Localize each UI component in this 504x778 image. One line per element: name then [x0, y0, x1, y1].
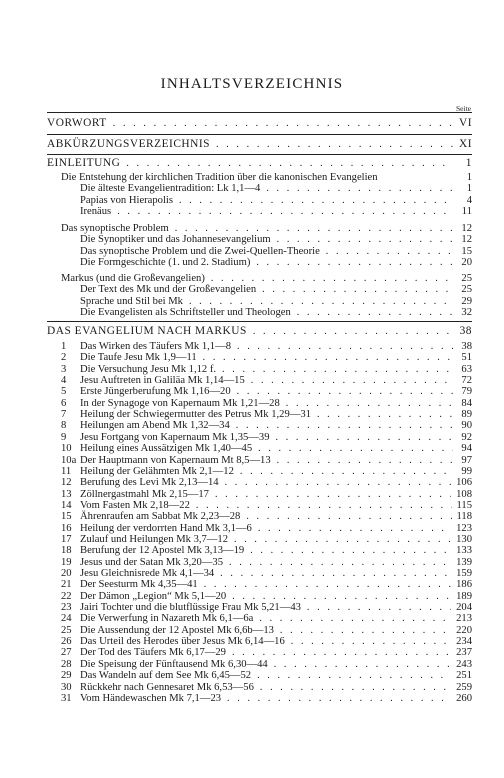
- entry-title: Heilungen am Abend Mk 1,32—34: [80, 420, 230, 431]
- dot-leader: [236, 420, 453, 431]
- entry-title: Jesus und der Satan Mk 3,20—35: [80, 557, 224, 568]
- toc-entry-numbered[interactable]: [61, 523, 472, 534]
- entry-page-number: 186: [456, 579, 472, 590]
- entry-title: Der Dämon „Legion“ Mk 5,1—20: [80, 591, 227, 602]
- dot-leader: [253, 326, 453, 338]
- dot-leader: [196, 500, 452, 511]
- toc-entry-numbered[interactable]: [61, 602, 472, 613]
- toc-entry-numbered[interactable]: [61, 568, 472, 579]
- dot-leader: [126, 158, 453, 170]
- entry-title: Papias von Hierapolis: [80, 195, 173, 206]
- toc-section-abkuerzungsverzeichnis[interactable]: [47, 138, 472, 150]
- entry-number: 7: [61, 409, 67, 420]
- entry-number: 3: [61, 364, 67, 375]
- toc-entry[interactable]: [80, 234, 472, 245]
- entry-page-number: 72: [461, 375, 472, 386]
- toc-entry-numbered[interactable]: [61, 455, 472, 466]
- dot-leader: [237, 341, 453, 352]
- entry-page-number: 159: [456, 568, 472, 579]
- toc-entry[interactable]: [80, 183, 472, 194]
- dot-leader: [179, 195, 453, 206]
- entry-title: Der Seesturm Mk 4,35—41: [80, 579, 198, 590]
- dot-leader: [240, 466, 453, 477]
- entry-page-number: 123: [456, 523, 472, 534]
- toc-entry-numbered[interactable]: [61, 500, 472, 511]
- dot-leader: [291, 636, 451, 647]
- entry-title: ABKÜRZUNGSVERZEICHNIS: [47, 138, 211, 150]
- dot-leader: [220, 568, 451, 579]
- entry-title: Zulauf und Heilungen Mk 3,7—12: [80, 534, 228, 545]
- toc-entry-numbered[interactable]: [61, 420, 472, 431]
- dot-leader: [232, 647, 451, 658]
- dot-leader: [232, 591, 451, 602]
- entry-title: Die Synoptiker und das Johannesevangelium: [80, 234, 271, 245]
- dot-leader: [266, 183, 453, 194]
- toc-entry-numbered[interactable]: [61, 659, 472, 670]
- entry-page-number: 189: [456, 591, 472, 602]
- entry-number: 17: [61, 534, 72, 545]
- entry-page-number: 213: [456, 613, 472, 624]
- dot-leader: [117, 206, 453, 217]
- entry-title: Heilung der verdorrten Hand Mk 3,1—6: [80, 523, 252, 534]
- entry-page-number: 139: [456, 557, 472, 568]
- entry-page-number: 1: [465, 157, 472, 169]
- entry-page-number: 118: [456, 511, 472, 522]
- entry-title: Berufung des Levi Mk 2,13—14: [80, 477, 219, 488]
- entry-title: DAS EVANGELIUM NACH MARKUS: [47, 325, 247, 337]
- toc-entry-numbered[interactable]: [61, 352, 472, 363]
- entry-page-number: 92: [461, 432, 472, 443]
- entry-number: 29: [61, 670, 72, 681]
- entry-page-number: 237: [456, 647, 472, 658]
- page-title: INHALTSVERZEICHNIS: [160, 76, 344, 92]
- dot-leader: [216, 139, 453, 151]
- entry-number: 30: [61, 682, 72, 693]
- toc-entry-numbered[interactable]: [61, 613, 472, 624]
- dot-leader: [237, 386, 453, 397]
- entry-number: 10a: [61, 455, 77, 466]
- entry-page-number: 90: [461, 420, 472, 431]
- dot-leader: [250, 545, 451, 556]
- dot-leader: [317, 409, 453, 420]
- toc-entry[interactable]: [80, 206, 472, 217]
- entry-title: Der Hauptmann von Kapernaum Mt 8,5—13: [80, 455, 271, 466]
- entry-number: 18: [61, 545, 72, 556]
- toc-entry[interactable]: [80, 257, 472, 268]
- dot-leader: [189, 296, 453, 307]
- rule-after-abkuerzungen: [47, 154, 472, 155]
- entry-number: 16: [61, 523, 72, 534]
- entry-number: 10: [61, 443, 72, 454]
- entry-page-number: 115: [456, 500, 472, 511]
- toc-entry[interactable]: [61, 172, 472, 183]
- entry-title: Berufung der 12 Apostel Mk 3,13—19: [80, 545, 245, 556]
- entry-number: 1: [61, 341, 67, 352]
- entry-number: 6: [61, 398, 67, 409]
- entry-number: 19: [61, 557, 72, 568]
- entry-title: Die älteste Evangelientradition: Lk 1,1—4: [80, 183, 261, 194]
- entry-page-number: 94: [461, 443, 472, 454]
- entry-page-number: 133: [456, 545, 472, 556]
- toc-entry[interactable]: [80, 246, 472, 257]
- dot-leader: [234, 534, 451, 545]
- entry-title: Jesu Gleichnisrede Mk 4,1—34: [80, 568, 215, 579]
- entry-title: Das synoptische Problem und die Zwei-Quellen-Theorie: [80, 246, 320, 257]
- dot-leader: [175, 223, 453, 234]
- entry-number: 5: [61, 386, 67, 397]
- entry-page-number: 20: [461, 257, 472, 268]
- dot-leader: [280, 625, 451, 636]
- dot-leader: [257, 670, 451, 681]
- toc-entry-numbered[interactable]: [61, 466, 472, 477]
- dot-leader: [225, 477, 452, 488]
- entry-title: Vom Händewaschen Mk 7,1—23: [80, 693, 222, 704]
- entry-number: 15: [61, 511, 72, 522]
- entry-title: Der Tod des Täufers Mk 6,17—29: [80, 647, 226, 658]
- entry-title: Das synoptische Problem: [61, 223, 169, 234]
- entry-page-number: 220: [456, 625, 472, 636]
- dot-leader: [276, 432, 454, 443]
- entry-number: 24: [61, 613, 72, 624]
- entry-page-number: 29: [461, 296, 472, 307]
- dot-leader: [277, 455, 453, 466]
- toc-entry-numbered[interactable]: [61, 489, 472, 500]
- entry-title: Die Formgeschichte (1. und 2. Stadium): [80, 257, 251, 268]
- entry-title: VORWORT: [47, 117, 107, 129]
- entry-page-number: 38: [461, 341, 472, 352]
- entry-title: Heilung der Gelähmten Mk 2,1—12: [80, 466, 234, 477]
- toc-entry-numbered[interactable]: [61, 341, 472, 352]
- entry-number: 22: [61, 591, 72, 602]
- toc-entry-numbered[interactable]: [61, 432, 472, 443]
- entry-number: 28: [61, 659, 72, 670]
- dot-leader: [277, 234, 453, 245]
- entry-number: 31: [61, 693, 72, 704]
- entry-title: Jesu Fortgang von Kapernaum Mk 1,35—39: [80, 432, 270, 443]
- entry-title: Jairi Tochter und die blutflüssige Frau Mk 5,21—43: [80, 602, 301, 613]
- toc-entry-numbered[interactable]: [61, 557, 472, 568]
- toc-entry-numbered[interactable]: [61, 511, 472, 522]
- entry-page-number: 84: [461, 398, 472, 409]
- entry-number: 9: [61, 432, 67, 443]
- entry-title: Die Evangelisten als Schriftsteller und Theologen: [80, 307, 291, 318]
- entry-title: Heilung eines Aussätzigen Mk 1,40—45: [80, 443, 253, 454]
- rule-top: [47, 112, 472, 113]
- entry-page-number: 1: [466, 172, 472, 183]
- entry-page-number: 12: [461, 223, 472, 234]
- entry-number: 23: [61, 602, 72, 613]
- toc-entry[interactable]: [61, 273, 472, 284]
- toc-entry-numbered[interactable]: [61, 398, 472, 409]
- dot-leader: [259, 613, 451, 624]
- entry-page-number: 63: [461, 364, 472, 375]
- entry-title: Die Versuchung Jesu Mk 1,12 f.: [80, 364, 217, 375]
- entry-number: 25: [61, 625, 72, 636]
- entry-page-number: 89: [461, 409, 472, 420]
- dot-leader: [227, 693, 451, 704]
- entry-number: 2: [61, 352, 67, 363]
- dot-leader: [262, 284, 453, 295]
- entry-title: Die Speisung der Fünftausend Mk 6,30—44: [80, 659, 268, 670]
- toc-entry-numbered[interactable]: [61, 647, 472, 658]
- entry-number: 14: [61, 500, 72, 511]
- entry-title: Der Text des Mk und der Großevangelien: [80, 284, 257, 295]
- toc-entry-numbered[interactable]: [61, 545, 472, 556]
- toc-entry-numbered[interactable]: [61, 409, 472, 420]
- entry-title: Die Aussendung der 12 Apostel Mk 6,6b—13: [80, 625, 274, 636]
- dot-leader: [258, 443, 453, 454]
- entry-page-number: 243: [456, 659, 472, 670]
- toc-entry-numbered[interactable]: [61, 579, 472, 590]
- dot-leader: [297, 307, 453, 318]
- toc-section-evangelium[interactable]: [47, 325, 472, 337]
- toc-entry-numbered[interactable]: [61, 636, 472, 647]
- entry-title: Das Wandeln auf dem See Mk 6,45—52: [80, 670, 252, 681]
- toc-entry-numbered[interactable]: [61, 682, 472, 693]
- entry-title: Sprache und Stil bei Mk: [80, 296, 183, 307]
- dot-leader: [260, 682, 451, 693]
- dot-leader: [211, 273, 453, 284]
- entry-page-number: 99: [461, 466, 472, 477]
- toc-entry-numbered[interactable]: [61, 375, 472, 386]
- entry-title: EINLEITUNG: [47, 157, 121, 169]
- dot-leader: [286, 398, 453, 409]
- dot-leader: [113, 118, 453, 130]
- dot-leader: [326, 246, 453, 257]
- entry-page-number: 97: [461, 455, 472, 466]
- entry-title: Zöllnergastmahl Mk 2,15—17: [80, 489, 209, 500]
- entry-title: Die Taufe Jesu Mk 1,9—11: [80, 352, 197, 363]
- rule-after-vorwort: [47, 134, 472, 135]
- entry-number: 11: [61, 466, 72, 477]
- toc-entry-numbered[interactable]: [61, 443, 472, 454]
- dot-leader: [251, 375, 453, 386]
- entry-title: Erste Jüngerberufung Mk 1,16—20: [80, 386, 231, 397]
- entry-number: 20: [61, 568, 72, 579]
- entry-page-number: 25: [461, 284, 472, 295]
- entry-page-number: 38: [459, 325, 472, 337]
- toc-entry-numbered[interactable]: [61, 534, 472, 545]
- entry-page-number: 4: [466, 195, 472, 206]
- entry-page-number: 260: [456, 693, 472, 704]
- entry-number: 21: [61, 579, 72, 590]
- entry-number: 4: [61, 375, 67, 386]
- entry-title: Das Urteil des Herodes über Jesus Mk 6,14—16: [80, 636, 285, 647]
- page-column-label: Seite: [456, 104, 471, 113]
- dot-leader: [258, 523, 451, 534]
- entry-number: 26: [61, 636, 72, 647]
- entry-number: 13: [61, 489, 72, 500]
- entry-page-number: 234: [456, 636, 472, 647]
- entry-title: Irenäus: [80, 206, 112, 217]
- entry-title: Heilung der Schwiegermutter des Petrus Mk 1,29—31: [80, 409, 311, 420]
- entry-title: Die Verwerfung in Nazareth Mk 6,1—6a: [80, 613, 254, 624]
- entry-page-number: 12: [461, 234, 472, 245]
- entry-title: Ährenraufen am Sabbat Mk 2,23—28: [80, 511, 241, 522]
- toc-entry[interactable]: [80, 195, 472, 206]
- entry-page-number: 25: [461, 273, 472, 284]
- entry-page-number: 108: [456, 489, 472, 500]
- entry-title: Vom Fasten Mk 2,18—22: [80, 500, 190, 511]
- dot-leader: [274, 659, 451, 670]
- rule-before-gospel: [47, 321, 472, 322]
- toc-section-einleitung[interactable]: [47, 157, 472, 169]
- toc-entry-numbered[interactable]: [61, 364, 472, 375]
- entry-page-number: 130: [456, 534, 472, 545]
- toc-entry[interactable]: [80, 307, 472, 318]
- entry-number: 8: [61, 420, 67, 431]
- entry-title: In der Synagoge von Kapernaum Mk 1,21—28: [80, 398, 280, 409]
- entry-page-number: 106: [456, 477, 472, 488]
- entry-title: Rückkehr nach Gennesaret Mk 6,53—56: [80, 682, 254, 693]
- entry-number: 27: [61, 647, 72, 658]
- entry-page-number: 259: [456, 682, 472, 693]
- dot-leader: [229, 557, 451, 568]
- toc-entry-numbered[interactable]: [61, 693, 472, 704]
- entry-title: Die Entstehung der kirchlichen Tradition über die kanonischen Evangelien: [61, 172, 378, 183]
- toc-entry-numbered[interactable]: [61, 670, 472, 681]
- entry-page-number: XI: [458, 138, 472, 150]
- dot-leader: [204, 579, 451, 590]
- dot-leader: [256, 257, 453, 268]
- entry-page-number: 11: [461, 206, 472, 217]
- dot-leader: [215, 489, 451, 500]
- toc-entry-numbered[interactable]: [61, 386, 472, 397]
- dot-leader: [203, 352, 453, 363]
- toc-entry[interactable]: [61, 223, 472, 234]
- entry-page-number: VI: [458, 117, 472, 129]
- entry-page-number: 51: [461, 352, 472, 363]
- dot-leader: [222, 364, 453, 375]
- entry-title: Markus (und die Großevangelien): [61, 273, 205, 284]
- entry-page-number: 251: [456, 670, 472, 681]
- entry-page-number: 32: [461, 307, 472, 318]
- entry-page-number: 1: [466, 183, 472, 194]
- toc-entry[interactable]: [80, 296, 472, 307]
- dot-leader: [307, 602, 451, 613]
- toc-entry-numbered[interactable]: [61, 591, 472, 602]
- entry-title: Das Wirken des Täufers Mk 1,1—8: [80, 341, 231, 352]
- entry-title: Jesu Auftreten in Galiläa Mk 1,14—15: [80, 375, 245, 386]
- dot-leader: [246, 511, 451, 522]
- toc-entry[interactable]: [80, 284, 472, 295]
- toc-entry-numbered[interactable]: [61, 625, 472, 636]
- toc-section-vorwort[interactable]: [47, 117, 472, 129]
- entry-page-number: 15: [461, 246, 472, 257]
- entry-page-number: 204: [456, 602, 472, 613]
- entry-number: 12: [61, 477, 72, 488]
- toc-entry-numbered[interactable]: [61, 477, 472, 488]
- entry-page-number: 79: [461, 386, 472, 397]
